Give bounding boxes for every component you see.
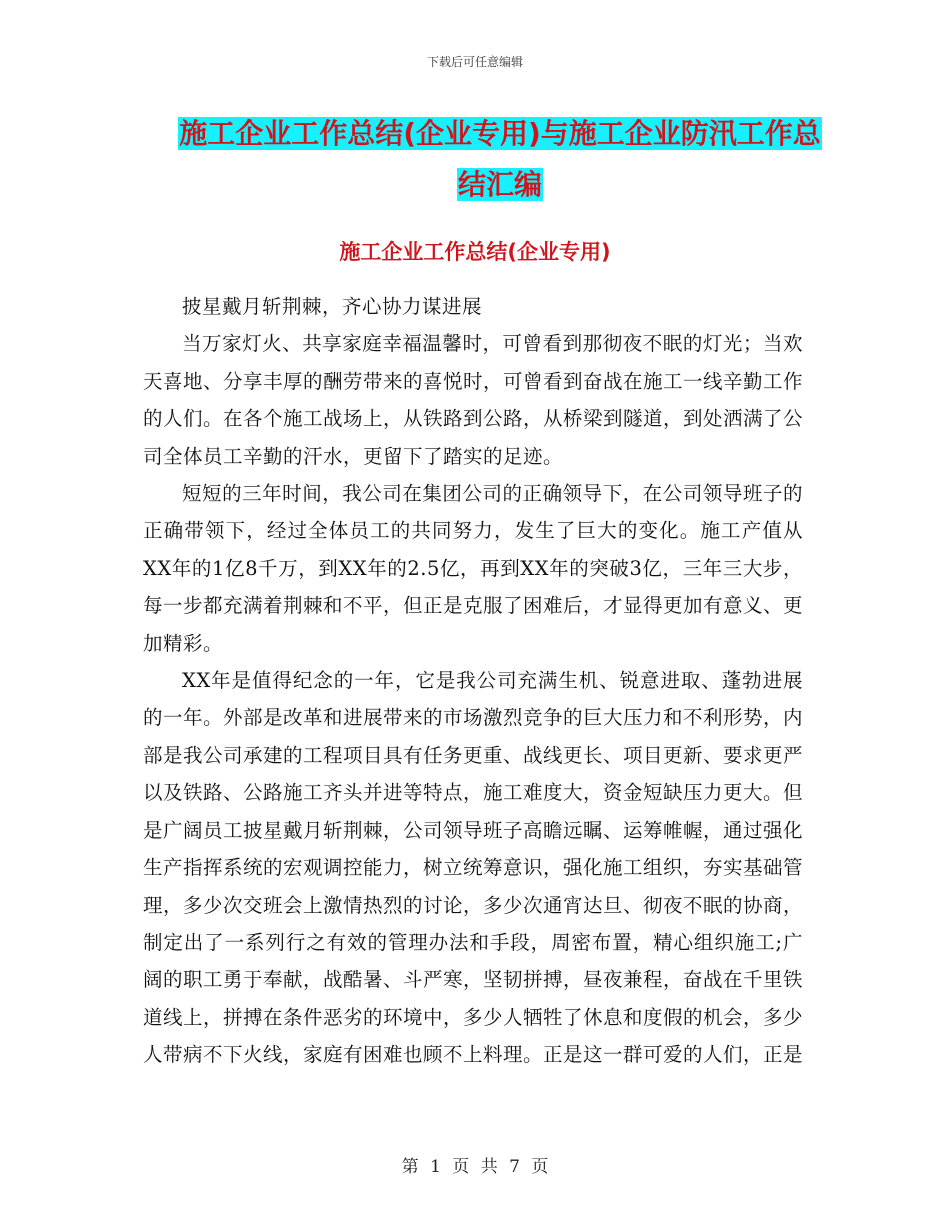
header-note: 下载后可任意编辑 bbox=[426, 55, 523, 69]
page-number: 第 1 页 共 7 页 bbox=[401, 1157, 549, 1177]
document-title bbox=[140, 108, 860, 210]
body-text bbox=[143, 288, 803, 1074]
document-title-line1: 施工企业工作总结(企业专用)与施工企业防汛工作总 bbox=[179, 117, 821, 150]
section-title: 施工企业工作总结(企业专用) bbox=[339, 240, 611, 264]
paragraph: 当万家灯火、共享家庭幸福温馨时，可曾看到那彻夜不眠的灯光；当欢天喜地、分享丰厚的酬劳带来的喜悦时，可曾看到奋战在施工一线辛勤工作的人们。在各个施工战场上，从铁路到公路，从桥梁到隧道，到处洒满了公司全体员工辛勤的汗水，更留下了踏实的足迹。 bbox=[143, 332, 804, 468]
paragraph: XX年是值得纪念的一年，它是我公司充满生机、锐意进取、蓬勃进展的一年。外部是改革和进展带来的市场激烈竞争的巨大压力和不利形势，内部是我公司承建的工程项目具有任务更重、战线更长、项目更新、要求更严以及铁路、公路施工齐头并进等特点，施工难度大，资金短缺压力更大。但是广阔员工披星戴月斩荆棘，公司领导班子高瞻远瞩、运筹帷幄，通过强化生产指挥系统的宏观调控能力，树立统筹意识，强化施工组织，夯实基础管理，多少次交班会上激情热烈的讨论，多少次通宵达旦、彻夜不眠的协商，制定出了一系列行之有效的管理办法和手段，周密布置，精心组织施工;广阔的职工勇于奉献，战酷暑、斗严寒，坚韧拼搏，昼夜兼程，奋战在千里铁道线上，拼搏在条件恶劣的环境中，多少人牺牲了休息和度假的机会，多少人带病不下火线，家庭有困难也顾不上料理。正是这一群可爱的人们，正是 bbox=[143, 669, 804, 1067]
paragraph: 披星戴月斩荆棘，齐心协力谋进展 bbox=[182, 295, 483, 318]
paragraph: 短短的三年时间，我公司在集团公司的正确领导下，在公司领导班子的正确带领下，经过全体员工的共同努力，发生了巨大的变化。施工产值从XX年的1亿8千万，到XX年的2.5亿，再到XX年的突破3亿，三年三大步，每一步都充满着荆棘和不平，但正是克服了困难后，才显得更加有意义、更加精彩。 bbox=[143, 482, 804, 655]
document-title-line2: 结汇编 bbox=[457, 168, 542, 201]
